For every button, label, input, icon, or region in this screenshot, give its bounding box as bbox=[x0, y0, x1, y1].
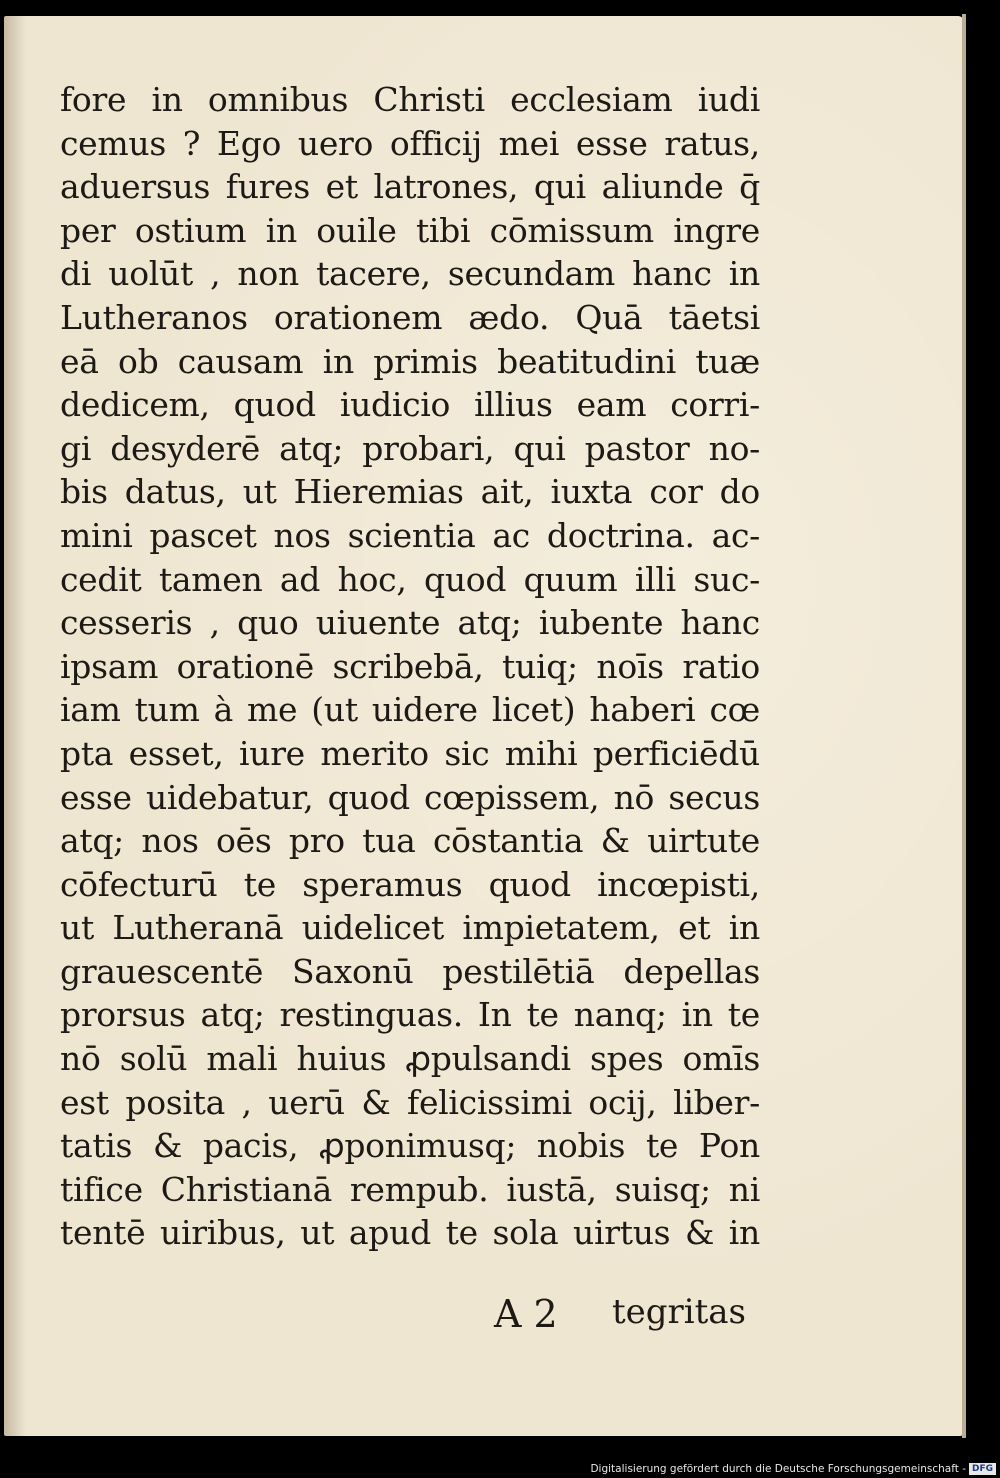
text-line: esse uidebatur, quod cœpissem, nō secus bbox=[60, 777, 760, 817]
text-line: ipsam orationē scribebā, tuiq; noīs ratio bbox=[60, 646, 760, 686]
text-line: tatis & pacis, ꝓponimusq; nobis te Pon bbox=[60, 1126, 760, 1166]
text-line: dedicem, quod iudicio illius eam corri- bbox=[60, 385, 760, 425]
text-line: prorsus atq; restinguas. In te nanq; in te bbox=[60, 995, 760, 1035]
text-line: grauescentē Saxonū pestilētiā depellas bbox=[60, 951, 760, 991]
catchword: tegritas bbox=[611, 1292, 746, 1332]
text-line: est posita , uerū & felicissimi ocij, liber- bbox=[60, 1082, 760, 1122]
text-line: di uolūt , non tacere, secundam hanc in bbox=[60, 254, 760, 294]
catchline bbox=[494, 1292, 746, 1338]
text-line: cōfecturū te speramus quod incœpisti, bbox=[60, 864, 760, 904]
text-line: cesseris , quo uiuente atq; iubente hanc bbox=[60, 603, 760, 643]
text-line: cemus ? Ego uero officij mei esse ratus, bbox=[60, 123, 760, 163]
text-line: tentē uiribus, ut apud te sola uirtus & in bbox=[60, 1213, 760, 1253]
text-line: gi desyderē atq; probari, qui pastor no- bbox=[60, 428, 760, 468]
book-page bbox=[4, 16, 964, 1436]
text-line: aduersus fures et latrones, qui aliunde q̄ bbox=[60, 167, 760, 207]
text-block bbox=[60, 78, 760, 1255]
text-line: mini pascet nos scientia ac doctrina. ac- bbox=[60, 515, 760, 555]
text-line: Lutheranos orationem ædo. Quā tāetsi bbox=[60, 297, 760, 337]
page-edge bbox=[962, 14, 966, 1438]
text-line: iam tum à me (ut uidere licet) haberi cœ bbox=[60, 690, 760, 730]
dfg-logo-icon: DFG bbox=[969, 1463, 996, 1475]
text-line: atq; nos oēs pro tua cōstantia & uirtute bbox=[60, 821, 760, 861]
text-line: pta esset, iure merito sic mihi perficiēdū bbox=[60, 733, 760, 773]
digitization-credit bbox=[590, 1462, 996, 1476]
text-line: cedit tamen ad hoc, quod quum illi suc- bbox=[60, 559, 760, 599]
text-line: per ostium in ouile tibi cōmissum ingre bbox=[60, 210, 760, 250]
text-line: fore in omnibus Christi ecclesiam iudi bbox=[60, 80, 760, 119]
text-line: nō solū mali huius ꝓpulsandi spes omīs bbox=[60, 1039, 760, 1079]
text-line: bis datus, ut Hieremias ait, iuxta cor do bbox=[60, 472, 760, 512]
text-line: ut Lutheranā uidelicet impietatem, et in bbox=[60, 908, 760, 948]
credit-text: Digitalisierung gefördert durch die Deutsche Forschungsgemeinschaft - bbox=[590, 1463, 966, 1475]
text-line: eā ob causam in primis beatitudini tuæ bbox=[60, 341, 760, 381]
text-line: tifice Christianā rempub. iustā, suisq; ni bbox=[60, 1169, 760, 1209]
signature-mark: A 2 bbox=[494, 1292, 558, 1336]
